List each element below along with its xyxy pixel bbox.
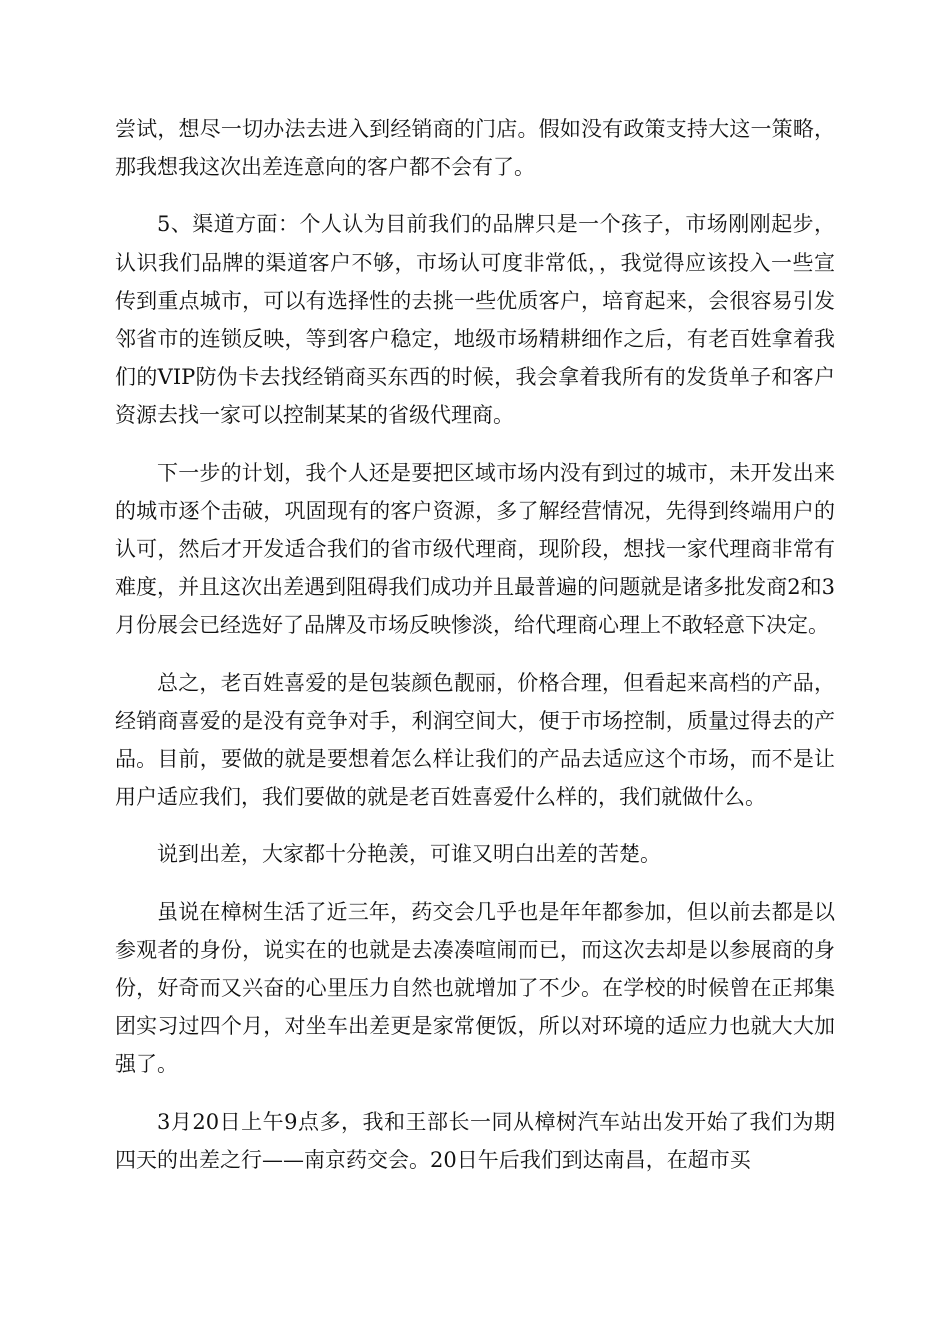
paragraph-business-trip: 说到出差，大家都十分艳羡，可谁又明白出差的苦楚。: [157, 842, 661, 867]
document-body: [115, 110, 835, 1198]
paragraph-summary: 总之，老百姓喜爱的是包装颜色靓丽，价格合理，但看起来高档的产品，经销商喜爱的是没有竞争对手，利润空间大，便于市场控制，质量过得去的产品。目前，要做的就是要想着怎么样让我们的产品去适应这个市场，而不是让用户适应我们，我们要做的就是老百姓喜爱什么样的，我们就做什么。: [115, 670, 835, 810]
paragraph-next-plan: 下一步的计划，我个人还是要把区域市场内没有到过的城市，未开发出来的城市逐个击破，巩固现有的客户资源，多了解经营情况，先得到终端用户的认可，然后才开发适合我们的省市级代理商，现阶段，想找一家代理商非常有难度，并且这次出差遇到阻碍我们成功并且最普遍的问题就是诸多批发商2和3月份展会已经选好了品牌及市场反映惨淡，给代理商心理上不敢轻意下决定。: [115, 460, 835, 638]
paragraph-march-20: 3月20日上午9点多，我和王部长一同从樟树汽车站出发开始了我们为期四天的出差之行——南京药交会。20日午后我们到达南昌，在超市买: [115, 1109, 835, 1172]
paragraph-continuation: 尝试，想尽一切办法去进入到经销商的门店。假如没有政策支持大这一策略，那我想我这次出差连意向的客户都不会有了。: [115, 117, 835, 180]
paragraph-zhangshu: 虽说在樟树生活了近三年，药交会几乎也是年年都参加，但以前去都是以参观者的身份，说实在的也就是去凑凑喧闹而已，而这次去却是以参展商的身份，好奇而又兴奋的心里压力自然也就增加了不少。在学校的时候曾在正邦集团实习过四个月，对坐车出差更是家常便饭，所以对环境的适应力也就大大加强了。: [115, 899, 835, 1077]
paragraph-channel: 5、渠道方面：个人认为目前我们的品牌只是一个孩子，市场刚刚起步，认识我们品牌的渠道客户不够，市场认可度非常低，，我觉得应该投入一些宣传到重点城市，可以有选择性的去挑一些优质客户，培育起来，会很容易引发邻省市的连锁反映，等到客户稳定，地级市场精耕细作之后，有老百姓拿着我们的VIP防伪卡去找经销商买东西的时候，我会拿着我所有的发货单子和客户资源去找一家可以控制某某的省级代理商。: [115, 212, 835, 428]
